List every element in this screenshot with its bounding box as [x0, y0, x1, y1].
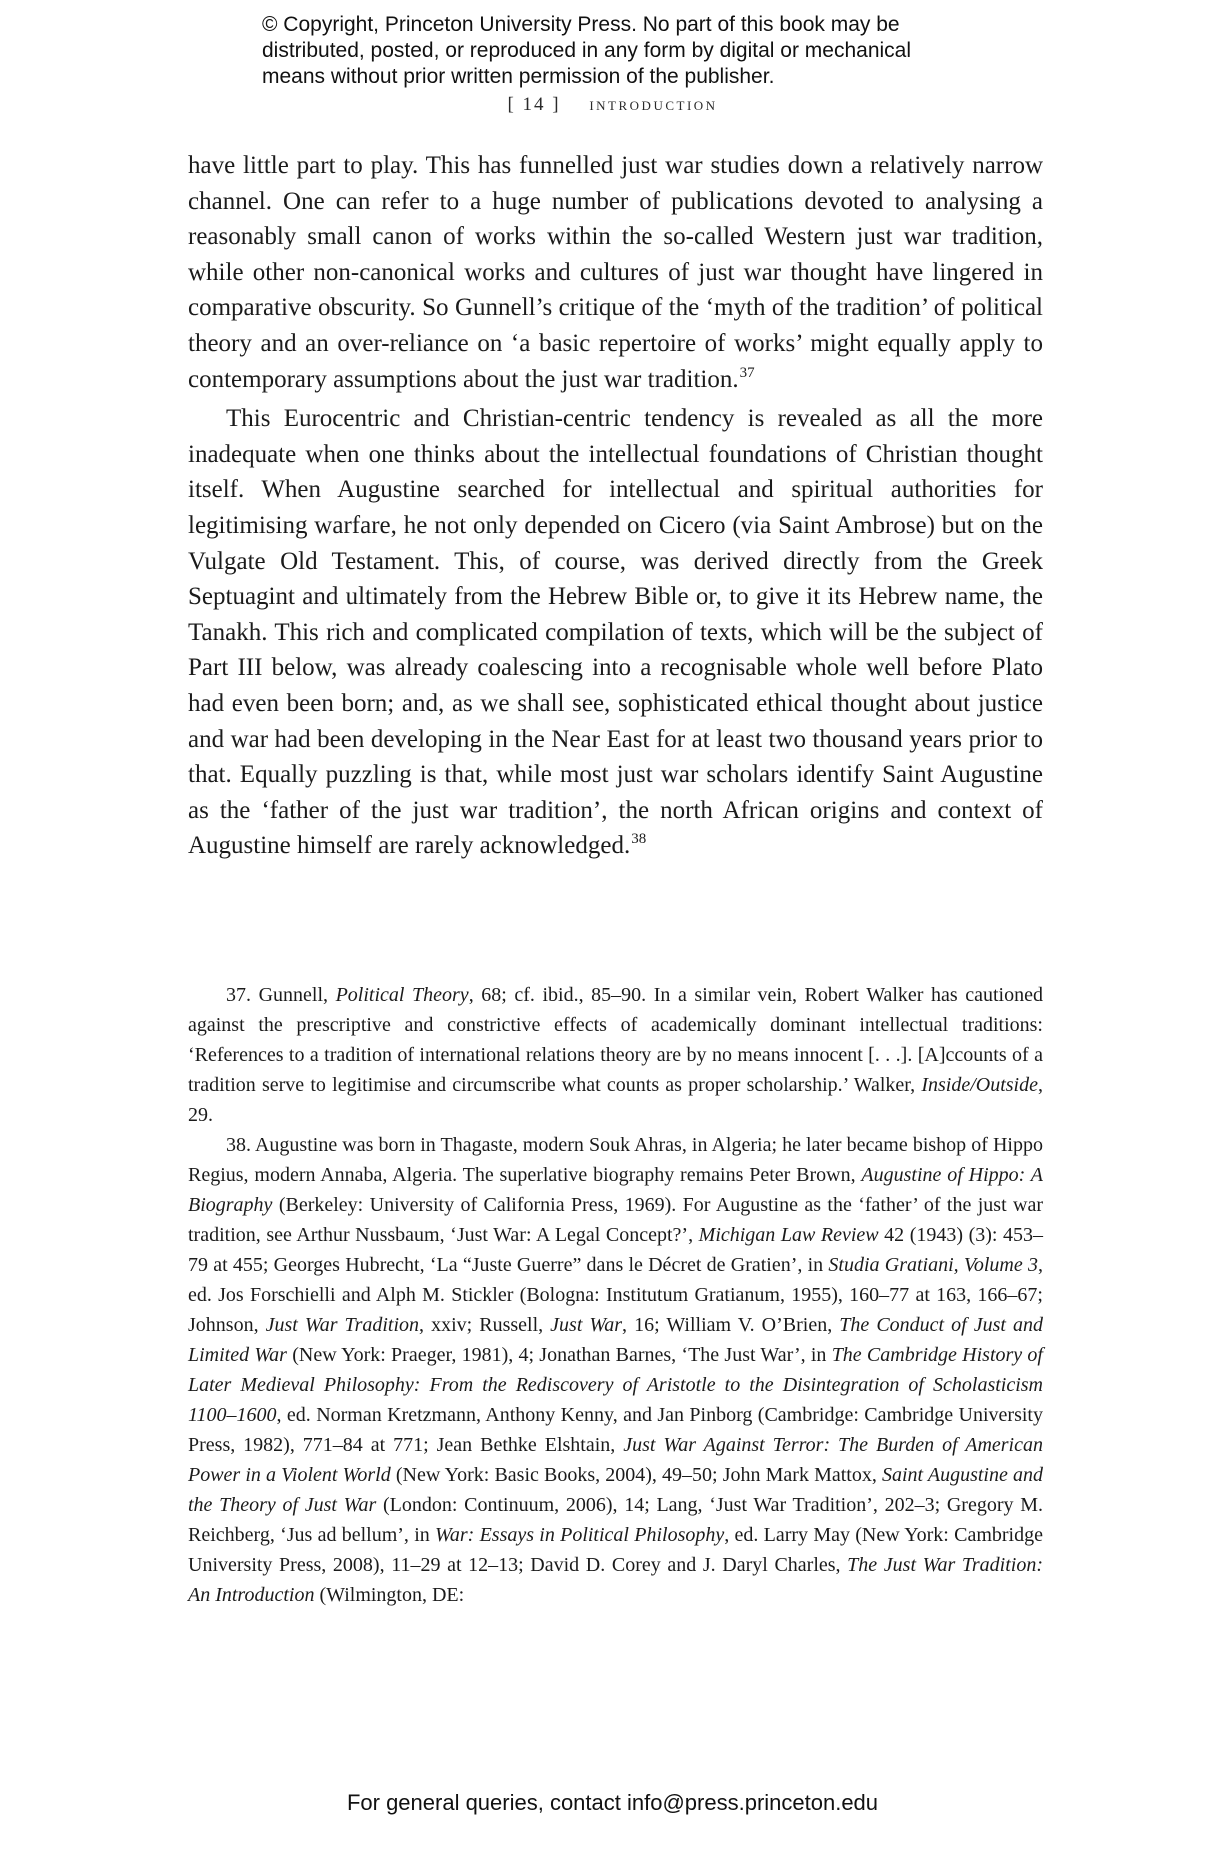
running-head	[0, 94, 1225, 116]
footnote-text: , ed. Jos Forschielli and Alph M. Stickler (Bologna: Institutum Gratianum, 1955), 160–77 at 163, 166–67; Johnson,	[188, 1254, 1043, 1336]
citation-title: Just War Against Terror: The Burden of American Power in a Violent World	[188, 1434, 1043, 1486]
footnote-text: , ed. Larry May (New York: Cambridge University Press, 2008), 11–29 at 12–13; David D. Corey and J. Daryl Charles,	[188, 1524, 1043, 1576]
citation-title: Just War Tradition	[265, 1314, 420, 1336]
footnote-text: (New York: Basic Books, 2004), 49–50; John Mark Mattox,	[390, 1464, 882, 1486]
footnote-text: , 29.	[188, 1074, 1043, 1126]
footnote-text: (Wilmington, DE:	[314, 1584, 465, 1606]
citation-title: Political Theory	[335, 984, 469, 1006]
paragraph	[188, 148, 1043, 401]
copyright-line: © Copyright, Princeton University Press. No part of this book may be	[262, 13, 900, 36]
footnote-text: 38. Augustine was born in Thagaste, modern Souk Ahras, in Algeria; he later became bishop of Hippo Regius, modern Annaba, Algeria. The superlative biography remains Peter Brown,	[188, 1134, 1043, 1186]
copyright-notice	[262, 12, 982, 90]
footnote-text: , 68; cf. ibid., 85–90. In a similar vein, Robert Walker has cautioned against the prescriptive and constrictive effects of academically dominant intellectual traditions: ‘References to a tradition of international relations theory are by no means innocent [. . .]. [A]ccounts of a tradition serve to legitimise and circumscribe what counts as proper scholarship.’ Walker,	[188, 984, 1043, 1096]
citation-title: Saint Augustine and the Theory of Just War	[188, 1464, 1043, 1516]
body-text	[188, 148, 1043, 868]
citation-title: Inside/Outside	[921, 1074, 1038, 1096]
citation-title: Augustine of Hippo: A Biography	[188, 1164, 1044, 1216]
footnote-reference[interactable]: 37	[739, 364, 755, 381]
footnote-text: , ed. Norman Kretzmann, Anthony Kenny, and Jan Pinborg (Cambridge: Cambridge University Press, 1982), 771–84 at 771; Jean Bethke Elshtain,	[188, 1404, 1043, 1456]
footnote-text: (London: Continuum, 2006), 14; Lang, ‘Just War Tradition’, 202–3; Gregory M. Reichberg, ‘Jus ad bellum’, in	[188, 1494, 1043, 1546]
citation-title: Studia Gratiani, Volume 3	[828, 1254, 1038, 1276]
citation-title: Michigan Law Review	[698, 1224, 879, 1246]
footnote-text: (Berkeley: University of California Press, 1969). For Augustine as the ‘father’ of the just war tradition, see Arthur Nussbaum, ‘Just War: A Legal Concept?’,	[188, 1194, 1043, 1246]
footnote-text: 37. Gunnell,	[226, 984, 336, 1006]
page-footer	[0, 1790, 1225, 1816]
copyright-line: distributed, posted, or reproduced in any form by digital or mechanical	[262, 39, 912, 62]
footnote-38	[188, 1130, 1043, 1610]
paragraph-text: This Eurocentric and Christian-centric tendency is revealed as all the more inadequate when one thinks about the intellectual foundations of Christian thought itself. When Augustine searched for intellectual and spiritual authorities for legitimising warfare, he not only depended on Cicero (via Saint Ambrose) but on the Vulgate Old Testament. This, of course, was derived directly from the Greek Septuagint and ultimately from the Hebrew Bible or, to give it its Hebrew name, the Tanakh. This rich and complicated compilation of texts, which will be the subject of Part III below, was already coalescing into a recognisable whole well before Plato had even been born; and, as we shall see, sophisticated ethical thought about justice and war had been developing in the Near East for at least two thousand years prior to that. Equally puzzling is that, while most just war scholars identify Saint Augustine as the ‘father of the just war tradition’, the north African origins and context of Augustine himself are rarely acknowledged.	[188, 405, 1043, 860]
paragraph-text: have little part to play. This has funnelled just war studies down a relatively narrow channel. One can refer to a huge number of publications devoted to analysing a reasonably small canon of works within the so-called Western just war tradition, while other non-canonical works and cultures of just war thought have lingered in comparative obscurity. So Gunnell’s critique of the ‘myth of the tradition’ of political theory and an over-reliance on ‘a basic repertoire of works’ might equally apply to contemporary assumptions about the just war tradition.	[188, 152, 1043, 393]
contact-text: For general queries, contact info@press.princeton.edu	[346, 1790, 879, 1815]
footnotes	[188, 980, 1043, 1610]
footnote-text: 42 (1943) (3): 453–79 at 455; Georges Hubrecht, ‘La “Juste Guerre” dans le Décret de Gratien’, in	[188, 1224, 1044, 1276]
copyright-line: means without prior written permission of the publisher.	[262, 65, 775, 88]
footnote-37	[188, 980, 1043, 1130]
footnote-text: , xxiv; Russell,	[419, 1314, 551, 1336]
page-number: [ 14 ]	[507, 94, 561, 115]
citation-title: The Just War Tradition: An Introduction	[188, 1554, 1043, 1606]
citation-title: The Cambridge History of Later Medieval Philosophy: From the Rediscovery of Aristotle to the Disintegration of Scholasticism 1100–1600	[188, 1344, 1043, 1426]
section-title: introduction	[589, 94, 718, 115]
footnote-text: , 16; William V. O’Brien,	[622, 1314, 840, 1336]
footnote-reference[interactable]: 38	[631, 831, 647, 848]
paragraph	[188, 401, 1043, 868]
citation-title: War: Essays in Political Philosophy	[435, 1524, 725, 1546]
citation-title: Just War	[550, 1314, 623, 1336]
citation-title: The Conduct of Just and Limited War	[188, 1314, 1043, 1366]
footnote-text: (New York: Praeger, 1981), 4; Jonathan Barnes, ‘The Just War’, in	[286, 1344, 832, 1366]
